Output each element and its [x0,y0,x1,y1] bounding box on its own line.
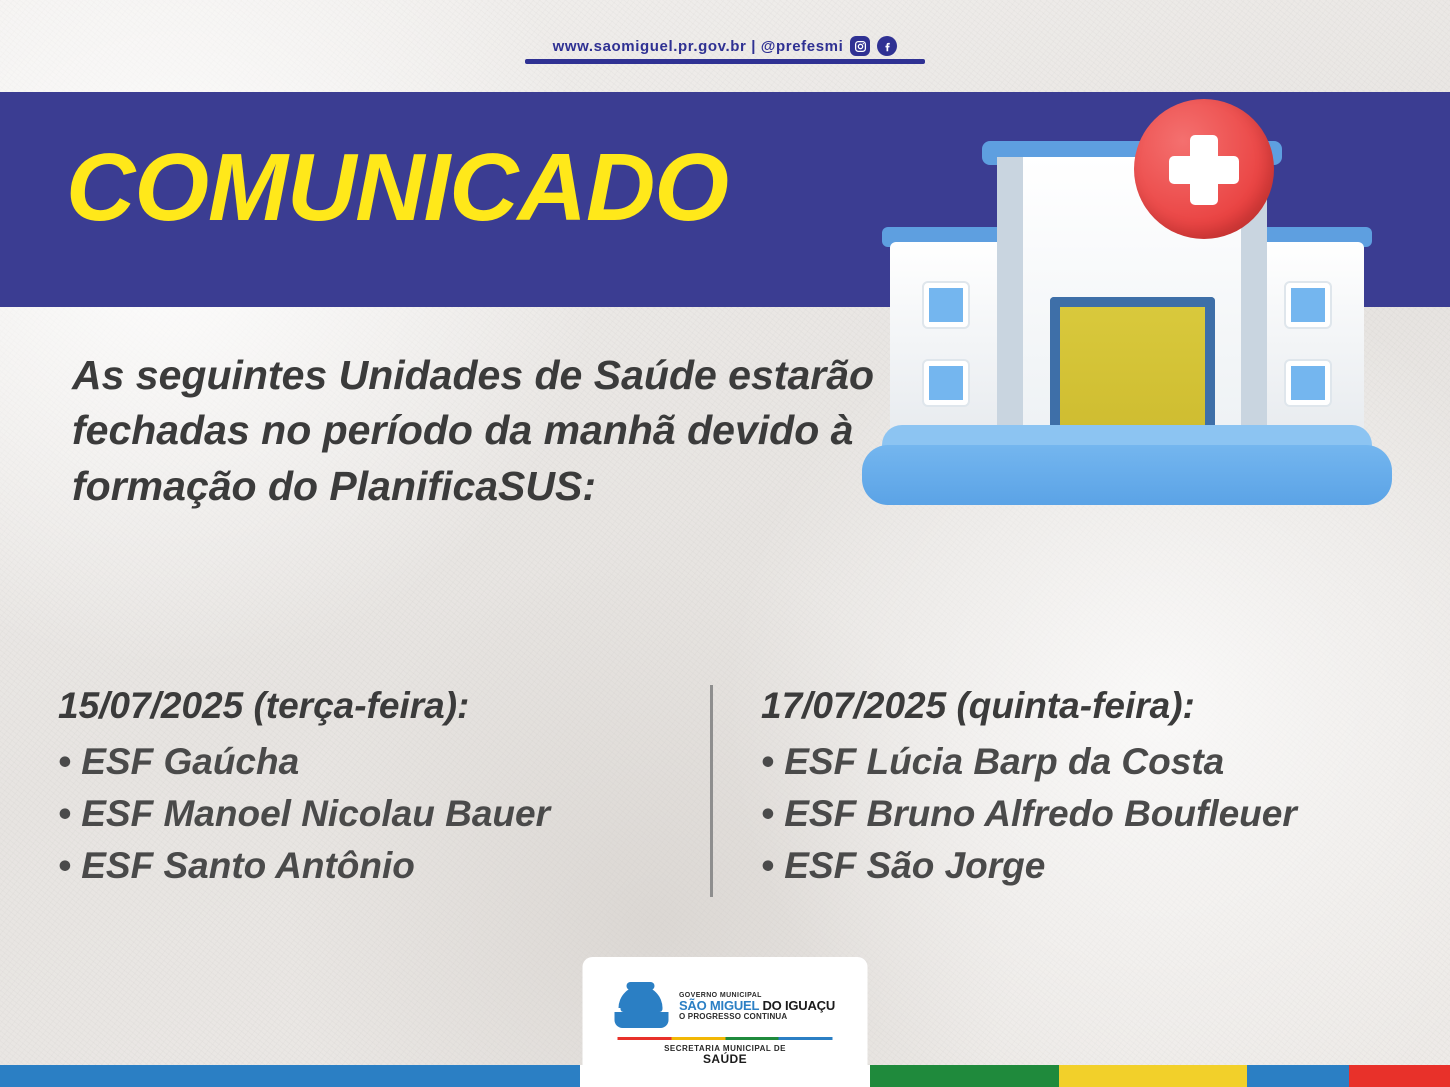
topbar-row [553,36,898,56]
list-item: • ESF São Jorge [761,845,1046,886]
city-line-secondary: DO IGUAÇU [762,998,836,1014]
department-name: SAÚDE [702,1052,747,1067]
list-item: • ESF Gaúcha [58,741,300,782]
building-window [1286,361,1330,405]
bar-segment [1349,1065,1450,1087]
website-url: www.saomiguel.pr.gov.br | @prefesmi [552,37,844,55]
topbar-inner [525,36,925,64]
announcement-text: As seguintes Unidades de Saúde estarão fechadas no período da manhã devido à formação do PlanificaSUS: [72,352,875,509]
logo-text-block [679,992,835,1021]
water-shape [615,1012,669,1028]
bar-segment [1247,1065,1349,1087]
facebook-icon[interactable] [877,36,897,56]
city-line [679,999,835,1013]
municipal-logo [615,984,835,1030]
bar-segment [0,1065,580,1087]
list-item: • ESF Lúcia Barp da Costa [761,741,1225,782]
health-unit-building-illustration [862,85,1392,505]
list-item: • ESF Manoel Nicolau Bauer [58,793,551,834]
closure-date: 15/07/2025 (terça-feira): [58,685,470,726]
building-window [924,283,968,327]
page-title: COMUNICADO [66,134,728,241]
closure-lists [50,685,1400,897]
cross-horizontal [1169,156,1239,184]
topbar-underline [525,59,925,64]
closure-date: 17/07/2025 (quinta-feira): [761,685,1195,726]
building-base [862,445,1392,505]
department-block [664,1045,786,1067]
rule-segment [671,1037,725,1040]
building-window [1286,283,1330,327]
gov-line: GOVERNO MUNICIPAL [678,991,762,999]
site-topbar [0,36,1450,64]
closure-column-first-date [50,685,710,897]
footer-logo-card [583,957,868,1087]
bar-segment [1059,1065,1248,1087]
list-item: • ESF Bruno Alfredo Boufleuer [761,793,1297,834]
rule-segment [725,1037,779,1040]
department-prefix: SECRETARIA MUNICIPAL DE [664,1043,786,1053]
rule-segment [779,1037,833,1040]
bar-segment [870,1065,1059,1087]
logo-color-rule [618,1037,833,1040]
rule-segment [618,1037,672,1040]
building-pillar-left [997,157,1023,447]
closure-column-second-date [710,685,1370,897]
medical-cross-icon [1134,99,1274,239]
list-item: • ESF Santo Antônio [58,845,415,886]
gear-water-logo-icon [615,984,671,1030]
slogan: O PROGRESSO CONTINUA [678,1011,788,1021]
city-line-primary: SÃO MIGUEL [678,998,760,1014]
instagram-icon[interactable] [850,36,870,56]
building-window [924,361,968,405]
